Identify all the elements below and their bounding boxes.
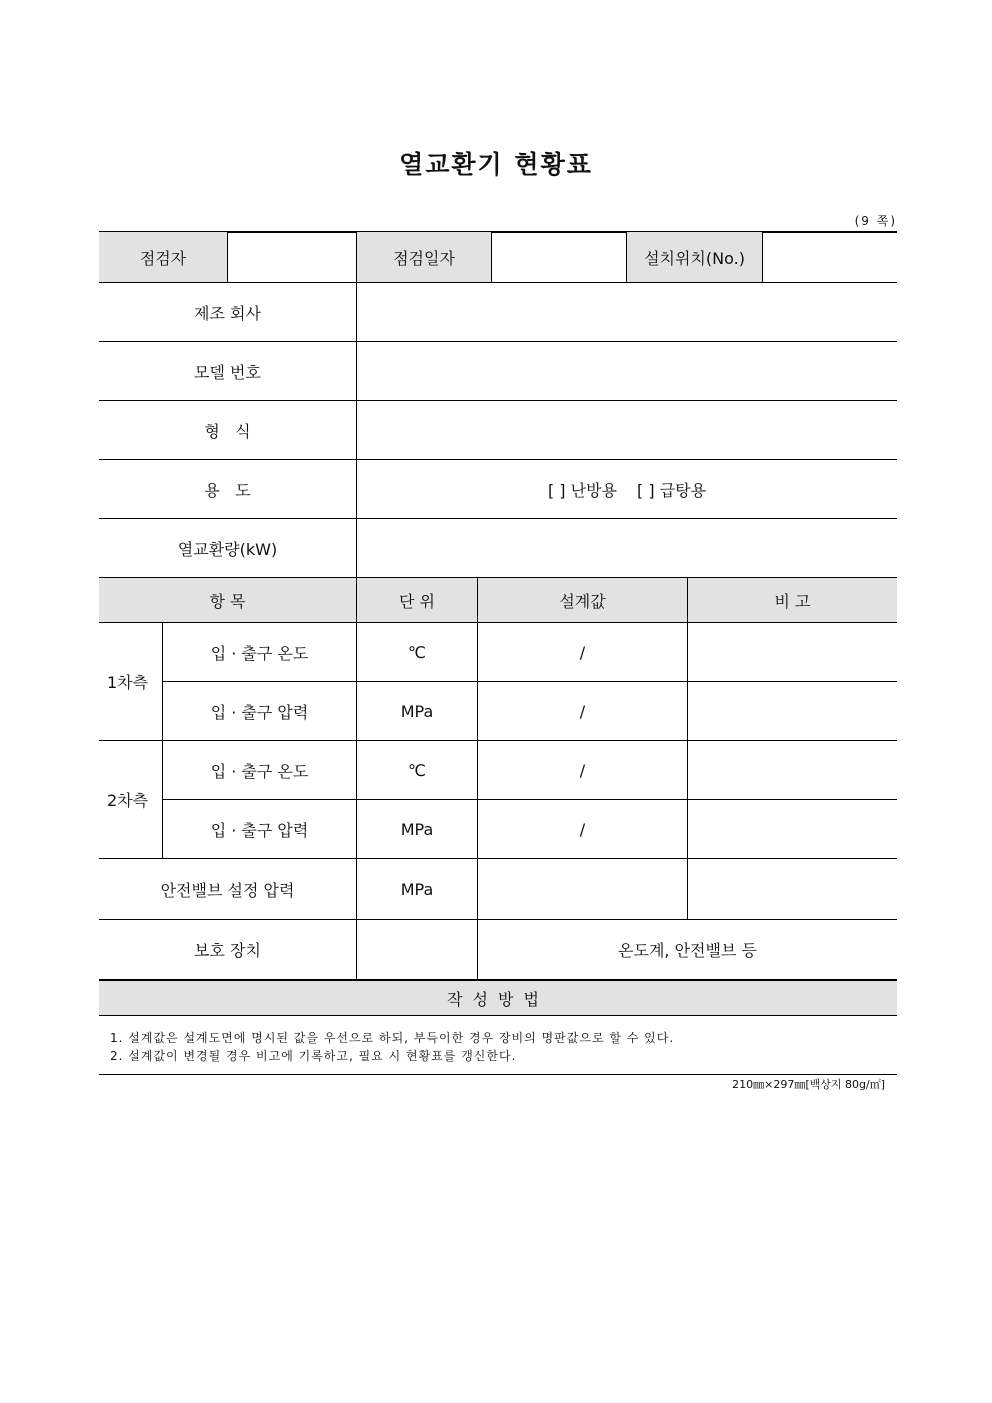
remark-value[interactable] [687,623,897,681]
primary-pressure-row [99,682,897,740]
type-label: 형 식 [204,421,251,441]
remark-value[interactable] [687,859,897,919]
note-2: 2. 설계값이 변경될 경우 비고에 기록하고, 필요 시 현황표를 갱신한다. [110,1049,517,1063]
model-value[interactable] [356,342,897,400]
usage-row [99,460,897,518]
unit-value: ℃ [356,741,477,799]
protection-note: 온도계, 안전밸브 등 [477,920,897,979]
type-value[interactable] [356,401,897,459]
capacity-row [99,519,897,577]
remark-value[interactable] [687,800,897,858]
header-row [99,232,897,282]
remark-value[interactable] [687,741,897,799]
heating-checkbox[interactable]: [ ] 난방용 [547,480,617,500]
primary-temp-row [99,623,897,681]
method-title: 작성방법 [99,981,897,1015]
note-1: 1. 설계값은 설계도면에 명시된 값을 우선으로 하되, 부득이한 경우 장비의 명판값으로 할 수 있다. [110,1031,675,1045]
unit-value [356,920,477,979]
design-value[interactable]: / [477,682,687,740]
usage-options [356,460,897,518]
date-value[interactable] [491,232,626,282]
date-label: 점검일자 [356,232,491,282]
usage-label: 용 도 [204,480,251,500]
type-row [99,401,897,459]
design-value[interactable]: / [477,623,687,681]
protection-row [99,920,897,979]
paper-size: 210㎜×297㎜[백상지 80g/㎡] [732,1078,885,1091]
capacity-value[interactable] [356,519,897,577]
unit-value: ℃ [356,623,477,681]
unit-value: MPa [356,859,477,919]
location-value[interactable] [762,232,897,282]
item-label: 입 · 출구 온도 [162,741,356,799]
method-row [99,981,897,1015]
remark-value[interactable] [687,682,897,740]
design-header: 설계값 [477,578,687,622]
footer-divider [99,1074,897,1075]
capacity-label: 열교환량(kW) [177,539,278,559]
item-label: 입 · 출구 압력 [162,682,356,740]
unit-header: 단 위 [356,578,477,622]
item-label: 입 · 출구 온도 [162,623,356,681]
manufacturer-value[interactable] [356,283,897,341]
design-value[interactable]: / [477,741,687,799]
item-header: 항 목 [99,578,356,622]
model-row [99,342,897,400]
remark-header: 비 고 [687,578,897,622]
spec-header-row [99,578,897,622]
secondary-pressure-row [99,800,897,858]
manufacturer-row [99,283,897,341]
page-number: (9 쪽) [854,214,897,228]
safety-valve-row [99,859,897,919]
inspector-label: 점검자 [99,232,227,282]
location-label: 설치위치(No.) [626,232,762,282]
design-value[interactable] [477,859,687,919]
unit-value: MPa [356,800,477,858]
protection-label: 보호 장치 [194,941,261,960]
safety-valve-label: 안전밸브 설정 압력 [160,880,295,900]
inspector-value[interactable] [227,232,356,282]
page-title: 열교환기 현황표 [399,150,593,179]
secondary-temp-row [99,741,897,799]
unit-value: MPa [356,682,477,740]
item-label: 입 · 출구 압력 [162,800,356,858]
hot-water-checkbox[interactable]: [ ] 급탕용 [637,480,707,500]
primary-label: 1차측 [107,673,149,692]
design-value[interactable]: / [477,800,687,858]
secondary-label: 2차측 [107,791,149,810]
model-label: 모델 번호 [194,362,261,382]
method-notes [110,1029,674,1065]
manufacturer-label: 제조 회사 [194,303,261,323]
